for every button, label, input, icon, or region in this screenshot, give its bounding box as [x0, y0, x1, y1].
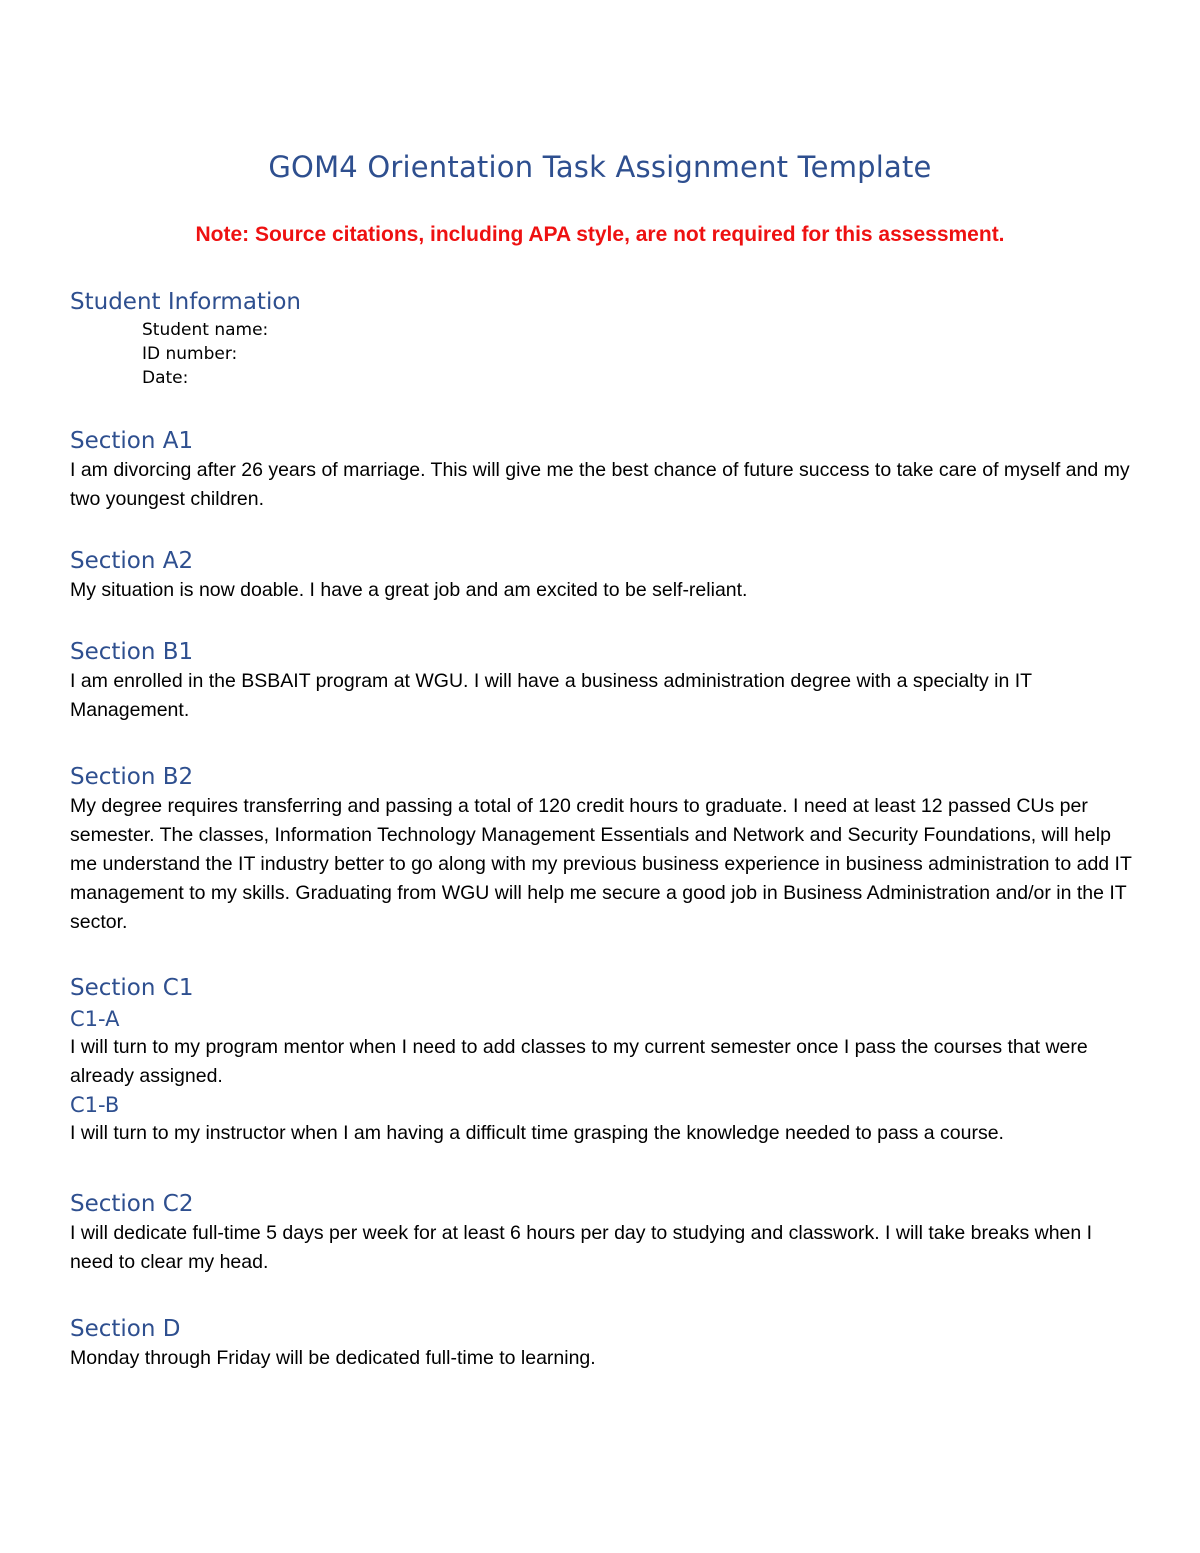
section-c1-a-heading: C1-A — [70, 1007, 120, 1031]
citation-note: Note: Source citations, including APA style, are not required for this assessment. — [195, 223, 1005, 246]
section-b2-heading: Section B2 — [70, 764, 194, 790]
section-c2 — [70, 1189, 1140, 1277]
section-d-text: Monday through Friday will be dedicated full-time to learning. — [70, 1347, 596, 1369]
section-c1-b-text: I will turn to my instructor when I am having a difficult time grasping the knowledge needed to pass a course. — [70, 1122, 1004, 1144]
section-b1-heading: Section B1 — [70, 639, 194, 665]
section-b2-text: My degree requires transferring and passing a total of 120 credit hours to graduate. I need at least 12 passed CUs per semester. The classes, Information Technology Management Essentials and Network and Security Foundations, will help me understand the IT industry better to go along with my previous business experience in business administration to add IT management to my skills. Graduating from WGU will help me secure a good job in Business Administration and/or in the IT sector. — [70, 795, 1132, 933]
student-information — [70, 287, 1140, 390]
section-c2-heading: Section C2 — [70, 1191, 194, 1217]
section-c1 — [70, 973, 1140, 1148]
section-b2 — [70, 762, 1140, 937]
section-c2-text: I will dedicate full-time 5 days per week for at least 6 hours per day to studying and classwork. I will take breaks when I need to clear my head. — [70, 1222, 1093, 1273]
section-d-heading: Section D — [70, 1316, 181, 1342]
document-title: GOM4 Orientation Task Assignment Template — [268, 150, 932, 184]
section-a1-text: I am divorcing after 26 years of marriage. This will give me the best chance of future success to take care of myself and my two youngest children. — [70, 459, 1130, 510]
section-c1-b-heading: C1-B — [70, 1093, 120, 1117]
section-a2-text: My situation is now doable. I have a great job and am excited to be self-reliant. — [70, 579, 748, 601]
id-number-label: ID number: — [142, 344, 238, 364]
section-a1 — [70, 426, 1140, 514]
section-c1-a-text: I will turn to my program mentor when I need to add classes to my current semester once I pass the courses that were already assigned. — [70, 1036, 1088, 1087]
date-label: Date: — [142, 368, 189, 388]
section-a2 — [70, 546, 1140, 605]
student-name-label: Student name: — [142, 320, 269, 340]
section-a2-heading: Section A2 — [70, 548, 194, 574]
section-b1-text: I am enrolled in the BSBAIT program at WGU. I will have a business administration degree with a specialty in IT Management. — [70, 670, 1032, 721]
section-c1-heading: Section C1 — [70, 975, 194, 1001]
section-a1-heading: Section A1 — [70, 428, 194, 454]
section-b1 — [70, 637, 1140, 725]
student-info-fields — [70, 318, 1140, 390]
section-d — [70, 1314, 1140, 1373]
student-information-heading: Student Information — [70, 289, 301, 315]
